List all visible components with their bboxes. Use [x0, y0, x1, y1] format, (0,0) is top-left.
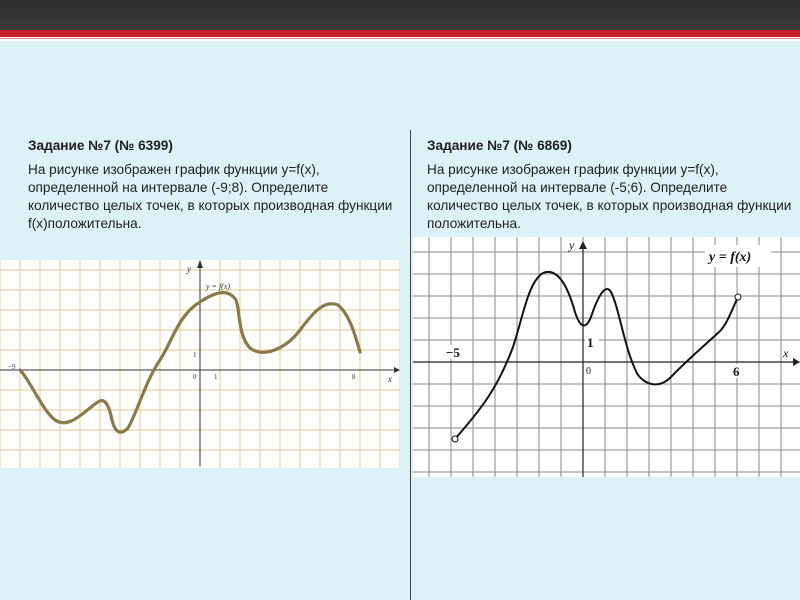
y-axis-label: y: [187, 264, 191, 274]
function-curve: [455, 272, 738, 439]
graph-left: [0, 260, 400, 468]
tick-label-y-one: 1: [587, 335, 594, 350]
task-right-text: На рисунке изображен график функции y=f(x), определенной на интервале (-5;6). Определите количество целых точек, в которых производная функции положительна.: [427, 162, 792, 231]
tick-label-x-max: 6: [733, 364, 740, 379]
tick-label-origin: 0: [586, 366, 591, 377]
graph-left-svg: [0, 260, 400, 468]
top-bar: [0, 0, 800, 30]
y-axis-arrow: [197, 260, 203, 268]
function-label: y = f(x): [206, 282, 231, 291]
task-left-text: На рисунке изображен график функции y=f(x), определенной на интервале (-9;8). Определите количество целых точек, в которых производная функции f(x)положительна.: [28, 162, 393, 231]
function-label: y = f(x): [709, 250, 752, 265]
tick-label-y-one: 1: [193, 351, 197, 359]
x-axis-label: x: [783, 346, 789, 360]
tick-label-x-min: −5: [446, 345, 460, 360]
graph-right: [413, 237, 800, 477]
y-axis-label: y: [569, 238, 575, 252]
accent-strip: [0, 30, 800, 37]
y-axis-arrow: [579, 241, 587, 249]
tick-label-x-one: 1: [214, 373, 218, 381]
open-endpoint-right: [735, 294, 741, 300]
x-axis-arrow: [394, 367, 400, 373]
task-left-title: Задание №7 (№ 6399): [28, 138, 173, 153]
graph-right-svg: [413, 237, 800, 477]
tick-label-x-max: 8: [352, 373, 356, 381]
x-axis-arrow: [793, 358, 800, 366]
task-right: [427, 137, 792, 233]
tick-label-x-min: −9: [8, 363, 16, 371]
x-axis-label: x: [388, 374, 392, 384]
graph-right-grid: [413, 237, 800, 477]
accent-line: [0, 38, 800, 39]
task-right-title: Задание №7 (№ 6869): [427, 138, 572, 153]
function-curve: [20, 293, 360, 433]
column-divider: [410, 130, 411, 600]
open-endpoint-left: [452, 436, 458, 442]
tick-label-origin: 0: [193, 373, 197, 381]
task-left: [28, 137, 393, 233]
